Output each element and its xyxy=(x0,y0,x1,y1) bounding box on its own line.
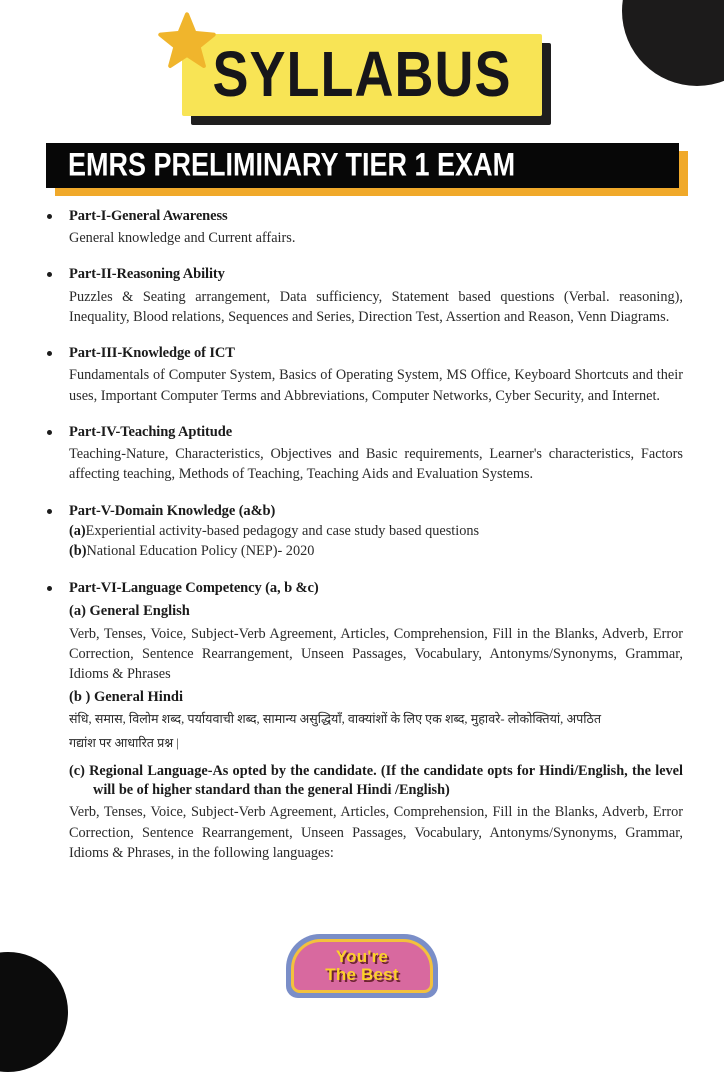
section-title: Part-I-General Awareness xyxy=(69,208,228,224)
subsection-a xyxy=(69,522,683,542)
badge-line-2: The Best xyxy=(325,965,399,984)
page-title: SYLLABUS xyxy=(212,39,512,111)
section-part-6 xyxy=(0,579,724,863)
section-part-3 xyxy=(0,344,724,406)
general-hindi-body-line-2: गद्यांश पर आधारित प्रश्न | xyxy=(69,735,179,750)
subsection-b-text: National Education Policy (NEP)- 2020 xyxy=(86,543,315,560)
section-title: Part-V-Domain Knowledge (a&b) xyxy=(69,502,276,519)
general-english-heading: (a) General English xyxy=(69,603,190,620)
section-title: Part-IV-Teaching Aptitude xyxy=(69,423,233,440)
subsection-a-label: (a) xyxy=(69,522,86,539)
subsection-a-text: Experiential activity-based pedagogy and case study based questions xyxy=(85,522,480,539)
bullet-icon xyxy=(47,586,52,591)
exam-title-bar xyxy=(46,143,679,188)
section-part-4 xyxy=(0,423,724,485)
section-title: Part-III-Knowledge of ICT xyxy=(69,345,235,362)
bullet-icon xyxy=(47,351,52,356)
section-body: General knowledge and Current affairs. xyxy=(69,230,296,247)
subsection-b xyxy=(69,542,683,562)
banner-face xyxy=(182,34,542,116)
general-english-body: Verb, Tenses, Voice, Subject-Verb Agreement, Articles, Comprehension, Fill in the Blanks, Adverb, Error Correction, Sentence Rearrangement, Unseen Passages, Vocabulary, Antonyms/Synonyms, Grammar, Idioms & Phrases xyxy=(69,625,683,683)
subsection-b-label: (b) xyxy=(69,543,87,560)
syllabus-content xyxy=(0,207,724,880)
exam-title: EMRS PRELIMINARY TIER 1 EXAM xyxy=(68,146,516,183)
general-hindi-body-line-1: संधि, समास, विलोम शब्द, पर्यायवाची शब्द, सामान्य असुद्धियाँ, वाक्यांशों के लिए एक शब्द, मुहावरे- लोकोक्तियां, अपठित xyxy=(69,711,602,726)
bullet-icon xyxy=(47,272,52,277)
bullet-icon xyxy=(47,214,52,219)
exam-bar-face xyxy=(46,143,679,188)
syllabus-banner xyxy=(182,34,542,116)
section-part-5 xyxy=(0,502,724,563)
section-title: Part-II-Reasoning Ability xyxy=(69,266,225,283)
section-part-1 xyxy=(0,207,724,248)
section-body: Puzzles & Seating arrangement, Data sufficiency, Statement based questions (Verbal. reasoning), Inequality, Blood relations, Sequences and Series, Direction Test, Assertion and Reason, Venn Diagrams. xyxy=(69,288,683,325)
bullet-icon xyxy=(47,430,52,435)
section-title: Part-VI-Language Competency (a, b &c) xyxy=(69,580,319,597)
section-body: Fundamentals of Computer System, Basics of Operating System, MS Office, Keyboard Shortcuts and their uses, Important Computer Terms and Abbreviations, Computer Networks, Cyber Security, and Internet. xyxy=(69,367,683,404)
youre-the-best-badge xyxy=(286,934,438,998)
section-body: Teaching-Nature, Characteristics, Objectives and Basic requirements, Learner's characteristics, Factors affecting teaching, Methods of Teaching, Teaching Aids and Evaluation Systems. xyxy=(69,445,683,483)
badge-line-1: You're xyxy=(335,947,389,967)
regional-language-heading: (c) Regional Language-As opted by the candidate. (If the candidate opts for Hindi/English, the level will be of higher standard than the general Hindi /English) xyxy=(69,762,683,799)
section-part-2 xyxy=(0,265,724,327)
star-icon xyxy=(158,12,216,70)
regional-language-body: Verb, Tenses, Voice, Subject-Verb Agreement, Articles, Comprehension, Fill in the Blanks, Adverb, Error Correction, Sentence Rearrangement, Unseen Passages, Vocabulary, Antonyms/Synonyms, Grammar, Idioms & Phrases, in the following languages: xyxy=(69,804,683,862)
general-hindi-heading: (b ) General Hindi xyxy=(69,689,183,706)
bullet-icon xyxy=(47,509,52,514)
badge-inner xyxy=(291,939,433,993)
